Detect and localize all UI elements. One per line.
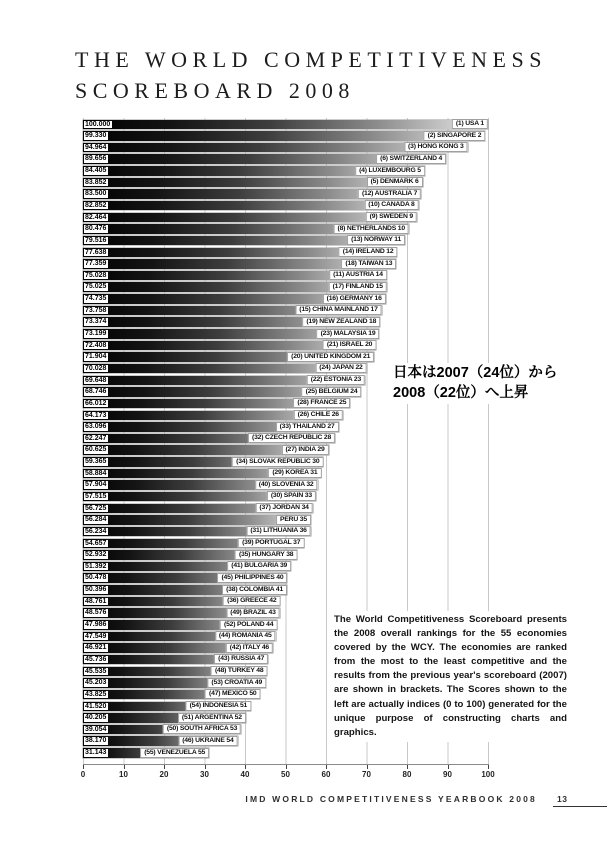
score-label: 58.884	[85, 469, 107, 477]
bar-row	[83, 166, 489, 177]
country-label: (48) TURKEY 48	[211, 666, 267, 676]
axis-tick-label: 30	[200, 770, 209, 779]
score-label: 59.365	[85, 458, 107, 466]
score-label: 63.096	[85, 423, 107, 431]
score-label: 74.735	[85, 295, 107, 303]
bar-row	[83, 201, 489, 212]
country-label: (25) BELGIUM 24	[302, 387, 362, 397]
axis-tick	[164, 765, 165, 769]
axis-tick	[286, 765, 287, 769]
bar-row	[83, 154, 489, 165]
country-label: (12) AUSTRALIA 7	[358, 189, 421, 199]
country-label: (27) INDIA 29	[281, 445, 328, 455]
score-label: 57.904	[85, 481, 107, 489]
country-label: (4) LUXEMBOURG 5	[355, 166, 425, 176]
score-label: 40.205	[85, 714, 107, 722]
bar-row	[83, 748, 489, 759]
bar-row	[83, 422, 489, 433]
bar-row	[83, 562, 489, 573]
score-label: 82.464	[85, 213, 107, 221]
axis-tick	[488, 765, 489, 769]
bar-row	[83, 143, 489, 154]
score-label: 47.549	[85, 632, 107, 640]
axis-tick	[83, 765, 84, 769]
country-label: (26) CHILE 26	[294, 410, 343, 420]
score-label: 72.408	[85, 341, 107, 349]
bar-row	[83, 259, 489, 270]
page-number: 13	[553, 794, 607, 807]
country-label: (32) CZECH REPUBLIC 28	[248, 433, 335, 443]
score-label: 71.904	[85, 353, 107, 361]
bar-row	[83, 236, 489, 247]
score-label: 38.170	[85, 737, 107, 745]
country-label: (43) RUSSIA 47	[214, 654, 268, 664]
country-label: (16) GERMANY 16	[323, 294, 386, 304]
score-label: 73.199	[85, 330, 107, 338]
country-label: (34) SLOVAK REPUBLIC 30	[232, 457, 323, 467]
bar-row	[83, 480, 489, 491]
country-label: (54) INDONESIA 51	[186, 701, 252, 711]
country-label: (2) SINGAPORE 2	[424, 131, 486, 141]
score-label: 99.330	[85, 132, 107, 140]
bar-row	[83, 550, 489, 561]
country-label: (52) POLAND 44	[220, 620, 277, 630]
country-label: (20) UNITED KINGDOM 21	[287, 352, 374, 362]
score-label: 31.143	[85, 749, 107, 757]
score-label: 83.500	[85, 190, 107, 198]
bar-row	[83, 597, 489, 608]
axis-tick-label: 90	[443, 770, 452, 779]
score-label: 89.656	[85, 155, 107, 163]
country-label: (33) THAILAND 27	[276, 422, 339, 432]
axis-tick	[407, 765, 408, 769]
bar-row	[83, 504, 489, 515]
country-label: (8) NETHERLANDS 10	[334, 224, 409, 234]
score-label: 69.648	[85, 376, 107, 384]
country-label: (42) ITALY 46	[226, 643, 273, 653]
country-label: (14) IRELAND 12	[339, 247, 398, 257]
country-label: (5) DENMARK 6	[367, 177, 423, 187]
country-label: (40) SLOVENIA 32	[255, 480, 318, 490]
country-label: (45) PHILIPPINES 40	[217, 573, 287, 583]
score-label: 47.986	[85, 621, 107, 629]
axis-tick	[448, 765, 449, 769]
score-label: 77.638	[85, 248, 107, 256]
score-label: 73.758	[85, 306, 107, 314]
score-label: 45.203	[85, 679, 107, 687]
score-label: 62.247	[85, 434, 107, 442]
bar-row	[83, 341, 489, 352]
score-label: 68.746	[85, 388, 107, 396]
score-label: 75.028	[85, 271, 107, 279]
bar-row	[83, 515, 489, 526]
score-label: 60.625	[85, 446, 107, 454]
score-label: 73.374	[85, 318, 107, 326]
country-label: (15) CHINA MAINLAND 17	[295, 305, 381, 315]
axis-tick-label: 100	[481, 770, 495, 779]
axis-tick-label: 0	[80, 770, 86, 779]
score-label: 50.478	[85, 574, 107, 582]
country-label: (50) SOUTH AFRICA 53	[163, 724, 241, 734]
country-label: (19) NEW ZEALAND 18	[302, 317, 380, 327]
bar-row	[83, 317, 489, 328]
bar-row	[83, 539, 489, 550]
country-label: (30) SPAIN 33	[267, 491, 316, 501]
bar-row	[83, 329, 489, 340]
score-bar	[83, 120, 488, 130]
score-label: 50.396	[85, 586, 107, 594]
country-label: (41) BULGARIA 39	[227, 561, 291, 571]
country-label: (17) FINLAND 15	[329, 282, 387, 292]
country-label: (49) BRAZIL 43	[226, 608, 279, 618]
score-label: 94.964	[85, 143, 107, 151]
bar-row	[83, 573, 489, 584]
score-label: 56.284	[85, 516, 107, 524]
bar-row	[83, 306, 489, 317]
score-label: 52.932	[85, 551, 107, 559]
bar-row	[83, 120, 489, 131]
country-label: (18) TAIWAN 13	[341, 259, 396, 269]
country-label: (51) ARGENTINA 52	[178, 713, 246, 723]
country-label: (9) SWEDEN 9	[366, 212, 417, 222]
country-label: PERU 35	[276, 515, 311, 525]
country-label: (3) HONG KONG 3	[404, 142, 468, 152]
score-label: 75.025	[85, 283, 107, 291]
score-label: 56.725	[85, 504, 107, 512]
bar-row	[83, 457, 489, 468]
score-label: 57.515	[85, 492, 107, 500]
score-label: 46.921	[85, 644, 107, 652]
country-label: (23) MALAYSIA 19	[317, 329, 380, 339]
page-title-line1: THE WORLD COMPETITIVENESS	[75, 47, 547, 72]
country-label: (10) CANADA 8	[364, 200, 418, 210]
score-label: 54.657	[85, 539, 107, 547]
country-label: (39) PORTUGAL 37	[238, 538, 304, 548]
bar-row	[83, 527, 489, 538]
score-label: 48.761	[85, 597, 107, 605]
bar-row	[83, 271, 489, 282]
bar-row	[83, 213, 489, 224]
score-label: 82.852	[85, 201, 107, 209]
country-label: (55) VENEZUELA 55	[140, 748, 209, 758]
bar-row	[83, 131, 489, 142]
score-label: 43.825	[85, 690, 107, 698]
score-label: 45.535	[85, 667, 107, 675]
bar-row	[83, 178, 489, 189]
score-label: 83.852	[85, 178, 107, 186]
bar-row	[83, 434, 489, 445]
country-label: (29) KOREA 31	[268, 468, 321, 478]
axis-tick	[326, 765, 327, 769]
bar-row	[83, 585, 489, 596]
country-label: (53) CROATIA 49	[207, 678, 266, 688]
score-label: 41.520	[85, 702, 107, 710]
country-label: (35) HUNGARY 38	[235, 550, 297, 560]
country-label: (21) ISRAEL 20	[323, 340, 376, 350]
bar-row	[83, 469, 489, 480]
country-label: (36) GREECE 42	[223, 596, 280, 606]
score-label: 100.000	[85, 120, 111, 128]
bar-row	[83, 224, 489, 235]
score-label: 70.028	[85, 364, 107, 372]
japan-annotation-line1: 日本は2007（24位）から	[393, 365, 558, 381]
country-label: (31) LITHUANIA 36	[246, 526, 310, 536]
score-label: 64.173	[85, 411, 107, 419]
bar-row	[83, 492, 489, 503]
score-label: 56.234	[85, 527, 107, 535]
page-title-line2: SCOREBOARD 2008	[75, 78, 355, 104]
score-label: 39.054	[85, 725, 107, 733]
bar-row	[83, 294, 489, 305]
axis-tick	[124, 765, 125, 769]
country-label: (28) FRANCE 25	[293, 398, 350, 408]
country-label: (46) UKRAINE 54	[178, 736, 237, 746]
description-paragraph: The World Competitiveness Scoreboard presents the 2008 overall rankings for the 55 economies covered by the WCY. The economies are ranked from the most to the least competitive and the results from the previous year's scoreboard (2007) are shown in brackets. The Scores shown to the left are actually indices (0 to 100) generated for the unique purpose of constructing charts and graphics.	[332, 611, 569, 742]
axis-tick-label: 60	[321, 770, 331, 779]
bar-row	[83, 282, 489, 293]
axis-tick-label: 50	[281, 770, 290, 779]
axis-tick	[367, 765, 368, 769]
score-label: 84.405	[85, 167, 107, 175]
axis-tick	[245, 765, 246, 769]
score-label: 79.516	[85, 236, 107, 244]
bar-chart	[83, 118, 567, 764]
country-label: (6) SWITZERLAND 4	[376, 154, 446, 164]
japan-annotation	[391, 363, 559, 404]
x-axis	[80, 764, 495, 783]
country-label: (11) AUSTRIA 14	[329, 270, 387, 280]
bar-row	[83, 445, 489, 456]
score-label: 51.392	[85, 562, 107, 570]
footer-text: IMD WORLD COMPETITIVENESS YEARBOOK 2008	[245, 794, 537, 804]
footer	[0, 794, 607, 807]
score-label: 77.359	[85, 260, 107, 268]
country-label: (24) JAPAN 22	[315, 363, 366, 373]
bar-row	[83, 189, 489, 200]
score-label: 48.576	[85, 609, 107, 617]
axis-tick-label: 10	[119, 770, 128, 779]
country-label: (13) NORWAY 11	[347, 235, 405, 245]
country-label: (22) ESTONIA 23	[307, 375, 365, 385]
bar-row	[83, 248, 489, 259]
axis-tick-label: 80	[402, 770, 412, 779]
country-label: (47) MEXICO 50	[205, 689, 260, 699]
country-label: (38) COLOMBIA 41	[222, 585, 287, 595]
country-label: (37) JORDAN 34	[255, 503, 312, 513]
page-title	[75, 44, 547, 106]
axis-tick-label: 40	[240, 770, 250, 779]
axis-tick-label: 20	[159, 770, 169, 779]
bar-row	[83, 411, 489, 422]
country-label: (44) ROMANIA 45	[215, 631, 276, 641]
score-label: 80.476	[85, 225, 107, 233]
score-label: 45.736	[85, 655, 107, 663]
axis-tick-label: 70	[362, 770, 371, 779]
score-label: 66.012	[85, 399, 107, 407]
axis-tick	[205, 765, 206, 769]
japan-annotation-line2: 2008（22位）へ上昇	[393, 384, 529, 401]
country-label: (1) USA 1	[452, 119, 488, 129]
bar-row	[83, 352, 489, 363]
